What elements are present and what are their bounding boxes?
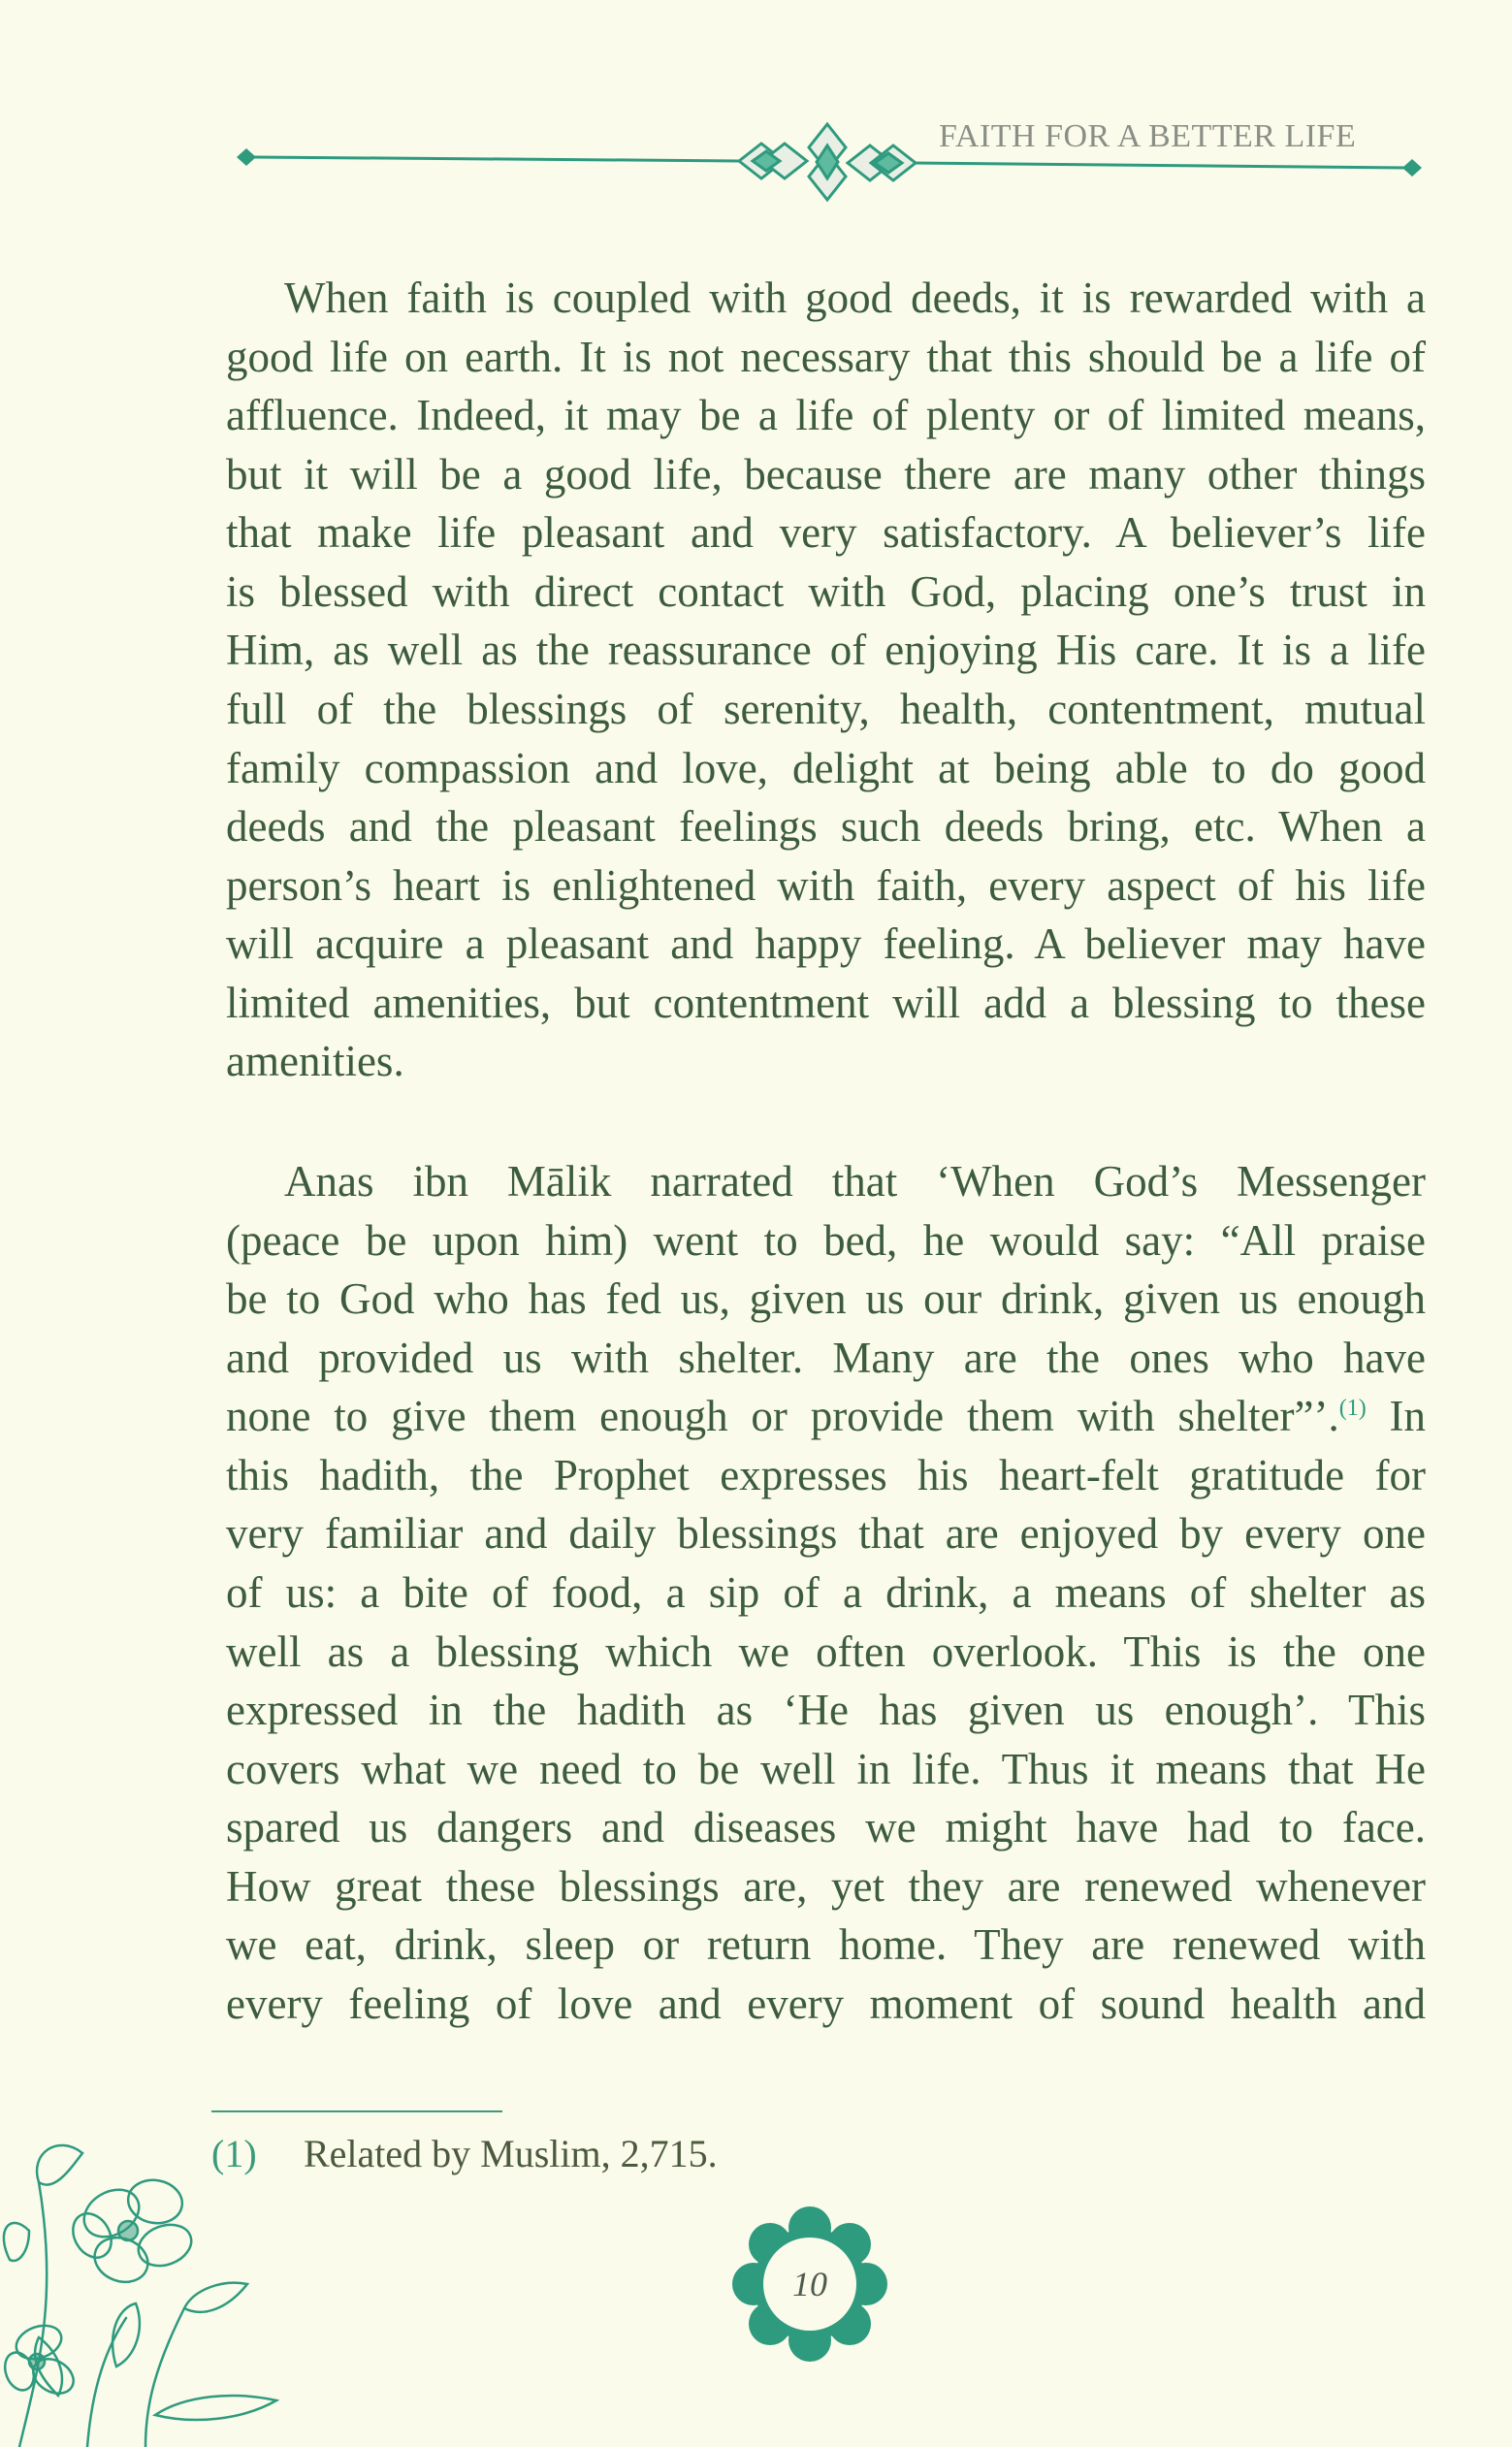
running-head-title: FAITH FOR A BETTER LIFE bbox=[939, 118, 1357, 154]
ornament-left-diamonds-icon bbox=[739, 144, 807, 178]
text-line: of us: a bite of food, a sip of a drink, a means of shelter as bbox=[226, 1568, 1426, 1617]
text-line: every feeling of love and every moment of sound health and bbox=[226, 1980, 1426, 2028]
text-line: limited amenities, but contentment will add a blessing to these bbox=[226, 979, 1426, 1027]
footnote-marker: (1) bbox=[211, 2132, 257, 2175]
text-line: be to God who has fed us, given us our drink, given us enough bbox=[226, 1274, 1426, 1323]
header-rule-right bbox=[912, 163, 1406, 168]
text-line: When faith is coupled with good deeds, it is rewarded with a bbox=[284, 274, 1426, 322]
text-line: spared us dangers and diseases we might have had to face. bbox=[226, 1803, 1426, 1851]
text-line-part: none to give them enough or provide them with shelter”’. bbox=[226, 1392, 1339, 1440]
text-line: and provided us with shelter. Many are the ones who have bbox=[226, 1334, 1426, 1382]
text-line: Anas ibn Mālik narrated that ‘When God’s Messenger bbox=[284, 1157, 1426, 1206]
text-line: expressed in the hadith as ‘He has given us enough’. This bbox=[226, 1686, 1426, 1734]
footnote-rule bbox=[211, 2110, 502, 2112]
text-line: amenities. bbox=[226, 1037, 404, 1085]
ornament-right-diamonds-icon bbox=[848, 145, 916, 180]
text-line: good life on earth. It is not necessary that this should be a life of bbox=[226, 333, 1426, 381]
text-line: will acquire a pleasant and happy feeling. A believer may have bbox=[226, 919, 1426, 968]
text-line: full of the blessings of serenity, health, contentment, mutual bbox=[226, 685, 1426, 733]
text-line: is blessed with direct contact with God, placing one’s trust in bbox=[226, 567, 1426, 616]
diamond-end-left-icon bbox=[237, 148, 256, 166]
floral-corner-decoration-icon bbox=[0, 2124, 291, 2447]
text-line: person’s heart is enlightened with faith, every aspect of his life bbox=[226, 861, 1426, 910]
header-rule-left bbox=[254, 157, 747, 161]
ornament-center-diamond-icon bbox=[809, 124, 846, 200]
text-line: this hadith, the Prophet expresses his heart-felt gratitude for bbox=[226, 1451, 1426, 1499]
text-line: well as a blessing which we often overlook. This is the one bbox=[226, 1627, 1426, 1676]
text-line: that make life pleasant and very satisfactory. A believer’s life bbox=[226, 508, 1426, 557]
header-ornament bbox=[0, 0, 1512, 223]
page-number: 10 bbox=[792, 2265, 827, 2303]
flower-secondary-icon bbox=[0, 2320, 80, 2400]
text-line: How great these blessings are, yet they are renewed whenever bbox=[226, 1862, 1426, 1911]
text-line: covers what we need to be well in life. Thus it means that He bbox=[226, 1745, 1426, 1793]
text-line: we eat, drink, sleep or return home. They are renewed with bbox=[226, 1920, 1426, 1969]
text-line: Him, as well as the reassurance of enjoying His care. It is a life bbox=[226, 626, 1426, 674]
text-line-part: In bbox=[1389, 1392, 1426, 1440]
text-line-with-footnote-ref bbox=[226, 1387, 1426, 1446]
flower-main-icon bbox=[65, 2175, 197, 2289]
text-line: deeds and the pleasant feelings such deeds bring, etc. When a bbox=[226, 802, 1426, 851]
text-line: but it will be a good life, because there are many other things bbox=[226, 450, 1426, 499]
text-line: (peace be upon him) went to bed, he would say: “All praise bbox=[226, 1216, 1426, 1265]
text-line: affluence. Indeed, it may be a life of plenty or of limited means, bbox=[226, 391, 1426, 439]
diamond-end-right-icon bbox=[1402, 159, 1422, 177]
footnote-text: Related by Muslim, 2,715. bbox=[304, 2132, 718, 2175]
text-line: very familiar and daily blessings that are enjoyed by every one bbox=[226, 1509, 1426, 1558]
text-line: family compassion and love, delight at being able to do good bbox=[226, 744, 1426, 792]
footnote-reference-link[interactable]: (1) bbox=[1338, 1396, 1367, 1421]
